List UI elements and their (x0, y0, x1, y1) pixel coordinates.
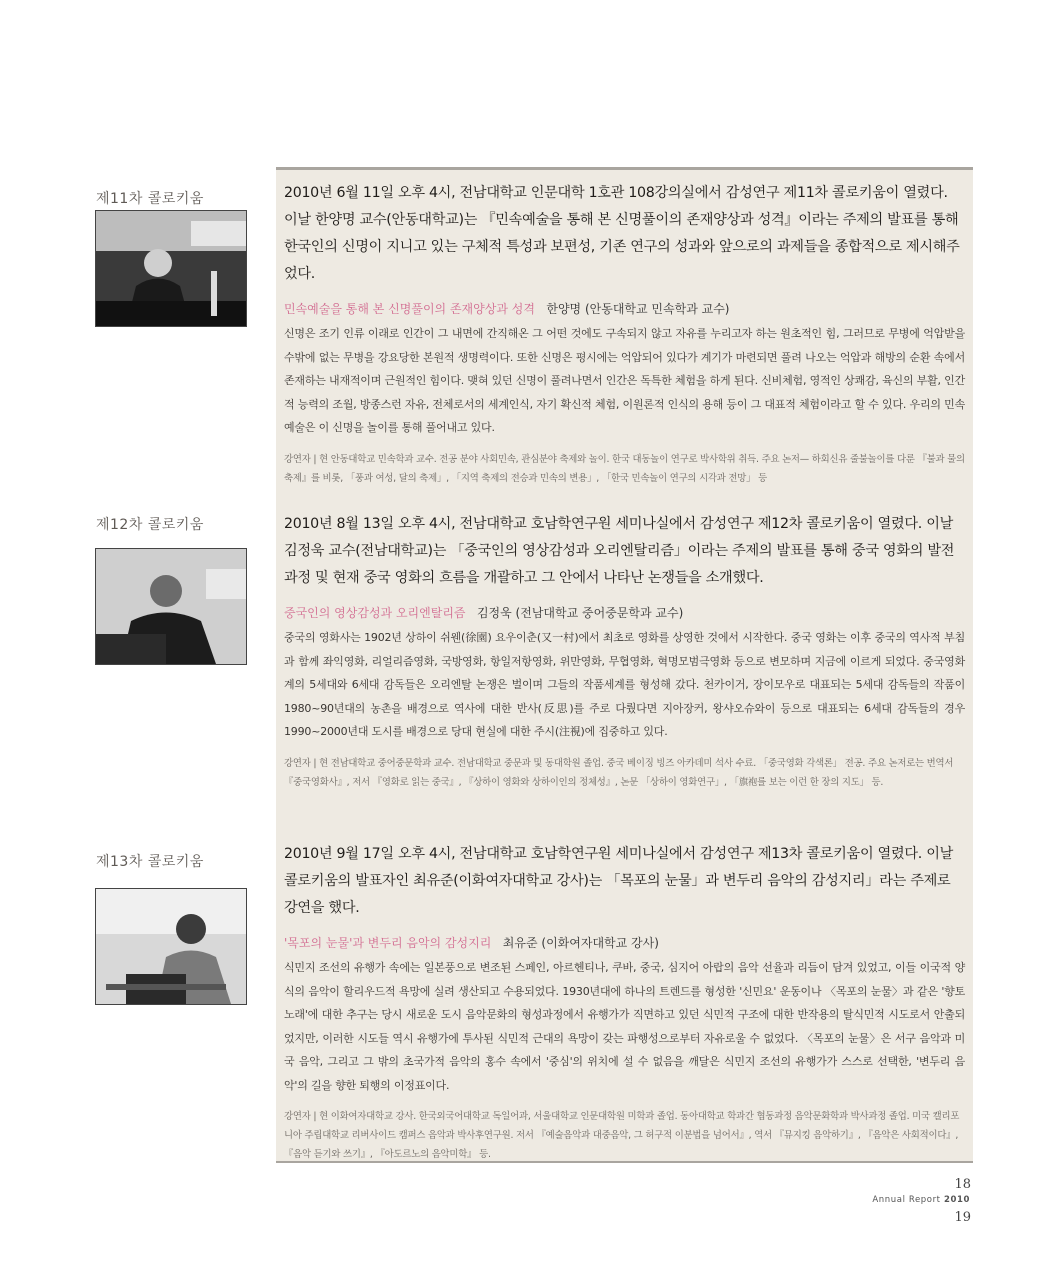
section-panel (276, 170, 973, 501)
section-panel (276, 501, 973, 831)
talk-title: 민속예술을 통해 본 신명풀이의 존재양상과 성격 (284, 302, 535, 316)
annual-report-label (872, 1195, 970, 1205)
report-year: 2010 (943, 1195, 970, 1205)
speaker-bio: 강연자 | 현 안동대학교 민속학과 교수. 전공 분야 사회민속, 관심분야 축제와 놀이. 한국 대동놀이 연구로 박사학위 취득. 주요 논저— 하회신유 줄불놀이를 다룬 『불과 물의 축제』를 비롯, 「풍과 여성, 달의 축제」, 「지역 축제의 전승과 민속의 변용」, 「한국 민속놀이 연구의 시각과 전망」 등 (284, 453, 965, 484)
talk-heading (284, 604, 965, 622)
section-label: 제11차 콜로키움 (96, 191, 204, 207)
talk-speaker: 김정욱 (전남대학교 중어중문학과 교수) (476, 606, 684, 620)
section-panel (276, 831, 973, 1161)
section-intro: 2010년 8월 13일 오후 4시, 전남대학교 호남학연구원 세미나실에서 감성연구 제12차 콜로키움이 열렸다. 이날 김정욱 교수(전남대학교)는 「중국인의 영상감성과 오리엔탈리즘」이라는 주제의 발표를 통해 중국 영화의 발전 과정 및 현재 중국 영화의 흐름을 개괄하고 그 안에서 나타난 논쟁들을 소개했다. (284, 516, 955, 586)
speaker-photo-image (96, 889, 246, 1004)
speaker-bio: 강연자 | 현 이화여자대학교 강사. 한국외국어대학교 독일어과, 서울대학교 인문대학원 미학과 졸업. 동아대학교 학과간 협동과정 음악문화학과 박사과정 졸업. 미국 캘리포니아 주립대학교 리버사이드 캠퍼스 음악과 박사후연구원. 저서 『예술음악과 대중음악, 그 허구적 이분법을 넘어서』, 역서 『뮤지킹 음악하기』, 『음악은 사회적이다』, 『음악 듣기와 쓰기』, 『아도르노의 음악미학』 등. (284, 1111, 960, 1160)
talk-abstract: 중국의 영화사는 1902년 상하이 쉬웬(徐園) 요우이춘(又一村)에서 최초로 영화를 상영한 것에서 시작한다. 중국 영화는 이후 중국의 역사적 부침과 함께 좌익영화, 리얼리즘영화, 국방영화, 항일저항영화, 위만영화, 무협영화, 혁명모범극영화 등으로 변모하며 지금에 이르게 되었다. 중국영화계의 5세대와 6세대 감독들은 오리엔탈 논쟁은 벌이며 그들의 작품세계를 형성해 갔다. 천카이거, 장이모우로 대표되는 5세대 감독들의 작품이 1980~90년대의 농촌을 배경으로 역사에 대한 반사(反思)를 주로 다뤘다면 지아장커, 왕샤오슈와이 등으로 대표되는 6세대 감독들의 경우 1990~2000년대 도시를 배경으로 당대 현실에 대한 주시(注視)에 집중하고 있다. (284, 631, 965, 738)
section-label: 제12차 콜로키움 (96, 517, 204, 533)
speaker-photo-image (96, 211, 246, 326)
speaker-bio: 강연자 | 현 전남대학교 중어중문학과 교수. 전남대학교 중문과 및 동대학원 졸업. 중국 베이징 빙즈 아카데미 석사 수료. 「중국영화 각색론」 전공. 주요 논저로는 번역서 『중국영화사』, 저서 『영화로 읽는 중국』, 『상하이 영화와 상하이인의 정체성』, 논문 「상하이 영화연구」, 「旗袍를 보는 이런 한 장의 지도」 등. (284, 757, 954, 788)
section-intro: 2010년 6월 11일 오후 4시, 전남대학교 인문대학 1호관 108강의실에서 감성연구 제11차 콜로키움이 열렸다. 이날 한양명 교수(안동대학교)는 『민속예술을 통해 본 신명풀이의 존재양상과 성격』이라는 주제의 발표를 통해 한국인의 신명이 지니고 있는 구체적 특성과 보편성, 기존 연구의 성과와 앞으로의 과제들을 종합적으로 제시해주었다. (284, 185, 960, 282)
section-intro: 2010년 9월 17일 오후 4시, 전남대학교 호남학연구원 세미나실에서 감성연구 제13차 콜로키움이 열렸다. 이날 콜로키움의 발표자인 최유준(이화여자대학교 강사)는 「목포의 눈물」과 변두리 음악의 감성지리」라는 주제로 강연을 했다. (284, 846, 954, 916)
speaker-photo (95, 210, 247, 327)
talk-title: 중국인의 영상감성과 오리엔탈리즘 (284, 606, 466, 620)
section-label: 제13차 콜로키움 (96, 854, 204, 870)
speaker-photo-image (96, 549, 246, 664)
report-title: Annual Report (872, 1195, 941, 1205)
talk-speaker: 최유준 (이화여자대학교 강사) (502, 936, 659, 950)
talk-abstract: 신명은 조기 인류 이래로 인간이 그 내면에 간직해온 그 어떤 것에도 구속되지 않고 자유를 누리고자 하는 원초적인 힘, 그러므로 무병에 억압받을 수밖에 없는 무병을 강요당한 본원적 생명력이다. 또한 신명은 평시에는 억압되어 있다가 계기가 마련되면 풀려 나오는 억압과 해방의 순환 속에서 존재하는 내재적이며 근원적인 힘이다. 맺혀 있던 신명이 풀려나면서 인간은 독특한 체험을 하게 된다. 신비체험, 영적인 상쾌감, 육신의 부활, 인간적 능력의 조월, 방종스런 자유, 전체로서의 세계인식, 자기 확신적 체험, 이원론적 인식의 용해 등이 그 대표적 체험이라고 할 수 있다. 우리의 민속예술은 이 신명을 놀이를 통해 풀어내고 있다. (284, 327, 965, 434)
talk-title: '목포의 눈물'과 변두리 음악의 감성지리 (284, 936, 492, 950)
speaker-photo (95, 888, 247, 1005)
bottom-rule (276, 1161, 973, 1163)
speaker-photo (95, 548, 247, 665)
page-number-left: 18 (954, 1177, 971, 1192)
page-number-right: 19 (954, 1210, 971, 1225)
talk-speaker: 한양명 (안동대학교 민속학과 교수) (546, 302, 730, 316)
talk-heading (284, 934, 965, 952)
talk-heading (284, 300, 965, 318)
talk-abstract: 식민지 조선의 유행가 속에는 일본풍으로 변조된 스페인, 아르헨티나, 쿠바, 중국, 심지어 아랍의 음악 선율과 리듬이 담겨 있었고, 이들 이국적 양식의 음악이 할리우드적 욕망에 실려 생산되고 수용되었다. 1930년대에 하나의 트렌드를 형성한 '신민요' 운동이나 〈목포의 눈물〉과 같은 '향토 노래'에 대한 추구는 당시 새로운 도시 음악문화의 형성과정에서 유행가가 직면하고 있던 식민적 구조에 대한 반작용의 탈식민적 시도로서 안출되었지만, 이러한 시도들 역시 유행가에 투사된 식민적 근대의 욕망이 갖는 파행성으로부터 자유로울 수 없었다. 〈목포의 눈물〉은 서구 음악과 미국 음악, 그리고 그 밖의 초국가적 음악의 홍수 속에서 '중심'의 위치에 설 수 없음을 깨달은 식민지 조선의 유행가가 스스로 선택한, '변두리 음악'의 길을 향한 퇴행의 이정표이다. (284, 961, 966, 1092)
